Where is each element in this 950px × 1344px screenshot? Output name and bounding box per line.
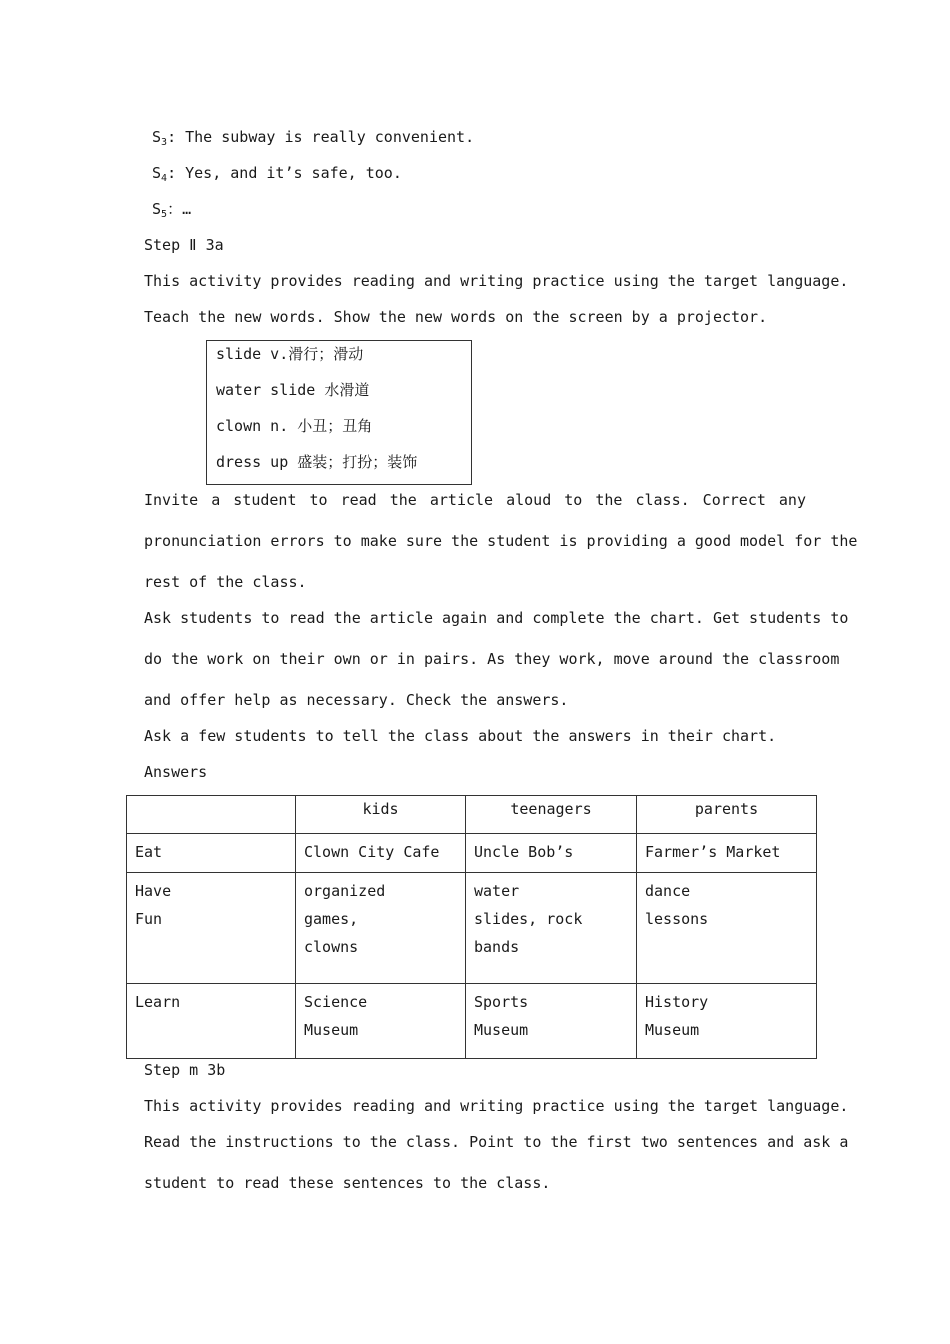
table-header-cell: teenagers (466, 796, 637, 834)
para-invite-line: rest of the class. (144, 573, 307, 591)
answers-label: Answers (144, 763, 208, 781)
step2-heading: Step Ⅱ 3a (144, 236, 224, 254)
table-cell: Clown City Cafe (296, 834, 466, 873)
vocab-box (206, 340, 472, 485)
table-cell: organized games, clowns (296, 873, 466, 984)
step2-line1: This activity provides reading and writing practice using the target language. (144, 272, 849, 290)
table-cell: water slides, rock bands (466, 873, 637, 984)
table-row (127, 984, 817, 1059)
dialogue-line-s3: $S_3$: The subway is really convenient. (152, 128, 475, 148)
table-header-cell: parents (637, 796, 817, 834)
row-label: Eat (127, 834, 296, 873)
table-header-cell: kids (296, 796, 466, 834)
para-ask-line: Ask students to read the article again and complete the chart. Get students to (144, 609, 849, 627)
step2-line2: Teach the new words. Show the new words on the screen by a projector. (144, 308, 768, 326)
para-invite-line: pronunciation errors to make sure the student is providing a good model for the (144, 532, 858, 550)
step3-heading: Step m 3b (144, 1061, 226, 1079)
step3-para-line: student to read these sentences to the class. (144, 1174, 551, 1192)
row-label: Have Fun (127, 873, 296, 984)
para-invite-line: Invite a student to read the article aloud to the class. Correct any (144, 491, 806, 509)
table-cell: Science Museum (296, 984, 466, 1059)
para-ask-line: do the work on their own or in pairs. As they work, move around the classroom (144, 650, 840, 668)
vocab-item: slide v.滑行；滑动 (216, 345, 364, 363)
table-cell: History Museum (637, 984, 817, 1059)
step3-line1: This activity provides reading and writing practice using the target language. (144, 1097, 849, 1115)
vocab-item: water slide 水滑道 (216, 381, 370, 399)
table-cell: Farmer’s Market (637, 834, 817, 873)
para-ask-line: and offer help as necessary. Check the answers. (144, 691, 569, 709)
dialogue-line-s5: $S_5$：… (152, 200, 192, 220)
vocab-item: dress up 盛装；打扮；装饰 (216, 453, 418, 471)
answers-table (126, 795, 817, 1059)
step3-para-line: Read the instructions to the class. Point to the first two sentences and ask a (144, 1133, 849, 1151)
table-row (127, 873, 817, 984)
table-header-cell (127, 796, 296, 834)
table-header-row (127, 796, 817, 834)
row-label: Learn (127, 984, 296, 1059)
table-cell: dance lessons (637, 873, 817, 984)
table-cell: Uncle Bob’s (466, 834, 637, 873)
dialogue-line-s4: $S_4$: Yes, and it’s safe, too. (152, 164, 402, 184)
table-row (127, 834, 817, 873)
table-cell: Sports Museum (466, 984, 637, 1059)
vocab-item: clown n. 小丑；丑角 (216, 417, 373, 435)
para-few: Ask a few students to tell the class about the answers in their chart. (144, 727, 777, 745)
